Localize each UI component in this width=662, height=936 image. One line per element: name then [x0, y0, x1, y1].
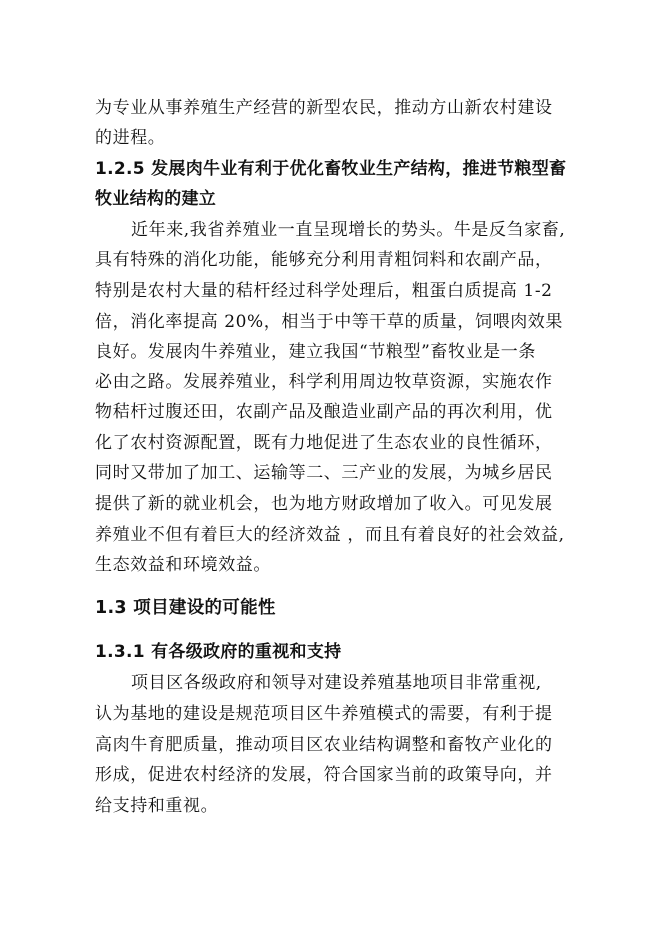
paragraph-line: 近年来,我省养殖业一直呈现增长的势头。牛是反刍家畜, [131, 220, 566, 240]
intro-line-1: 为专业从事养殖生产经营的新型农民，推动方山新农村建设 [95, 98, 553, 118]
paragraph-line: 具有特殊的消化功能，能够充分利用青粗饲料和农副产品， [95, 250, 553, 270]
paragraph-line: 养殖业不但有着巨大的经济效益 ，而且有着良好的社会效益, [95, 525, 565, 545]
paragraph-line: 给支持和重视。 [95, 796, 219, 816]
paragraph-line: 认为基地的建设是规范项目区牛养殖模式的需要，有利于提 [95, 704, 553, 724]
section-1-2-5-title-line-2: 牧业结构的建立 [95, 189, 217, 209]
intro-line-2: 的进程。 [95, 128, 166, 148]
section-1-2-5-title-line-1: 1.2.5 发展肉牛业有利于优化畜牧业生产结构，推进节粮型畜 [95, 159, 567, 179]
paragraph-line: 生态效益和环境效益。 [95, 555, 271, 575]
paragraph-line: 倍，消化率提高 20%，相当于中等干草的质量，饲喂肉效果 [95, 312, 563, 332]
paragraph-line: 同时又带加了加工、运输等二、三产业的发展，为城乡居民 [95, 463, 553, 483]
paragraph-line: 必由之路。发展养殖业，科学利用周边牧草资源，实施农作 [95, 372, 553, 392]
paragraph-line: 良好。发展肉牛养殖业，建立我国“节粮型”畜牧业是一条 [95, 342, 536, 362]
paragraph-line: 物秸杆过腹还田，农副产品及酿造业副产品的再次利用，优 [95, 402, 553, 422]
paragraph-line: 项目区各级政府和领导对建设养殖基地项目非常重视, [131, 673, 542, 693]
paragraph-line: 提供了新的就业机会，也为地方财政增加了收入。可见发展 [95, 494, 553, 514]
paragraph-line: 高肉牛育肥质量，推动项目区农业结构调整和畜牧产业化的 [95, 735, 553, 755]
paragraph-line: 特别是农村大量的秸杆经过科学处理后，粗蛋白质提高 1-2 [95, 281, 553, 301]
paragraph-line: 化了农村资源配置，既有力地促进了生态农业的良性循环， [95, 433, 553, 453]
section-1-3-title: 1.3 项目建设的可能性 [95, 598, 276, 618]
section-1-3-1-title: 1.3.1 有各级政府的重视和支持 [95, 642, 342, 662]
paragraph-line: 形成，促进农村经济的发展，符合国家当前的政策导向，并 [95, 765, 553, 785]
